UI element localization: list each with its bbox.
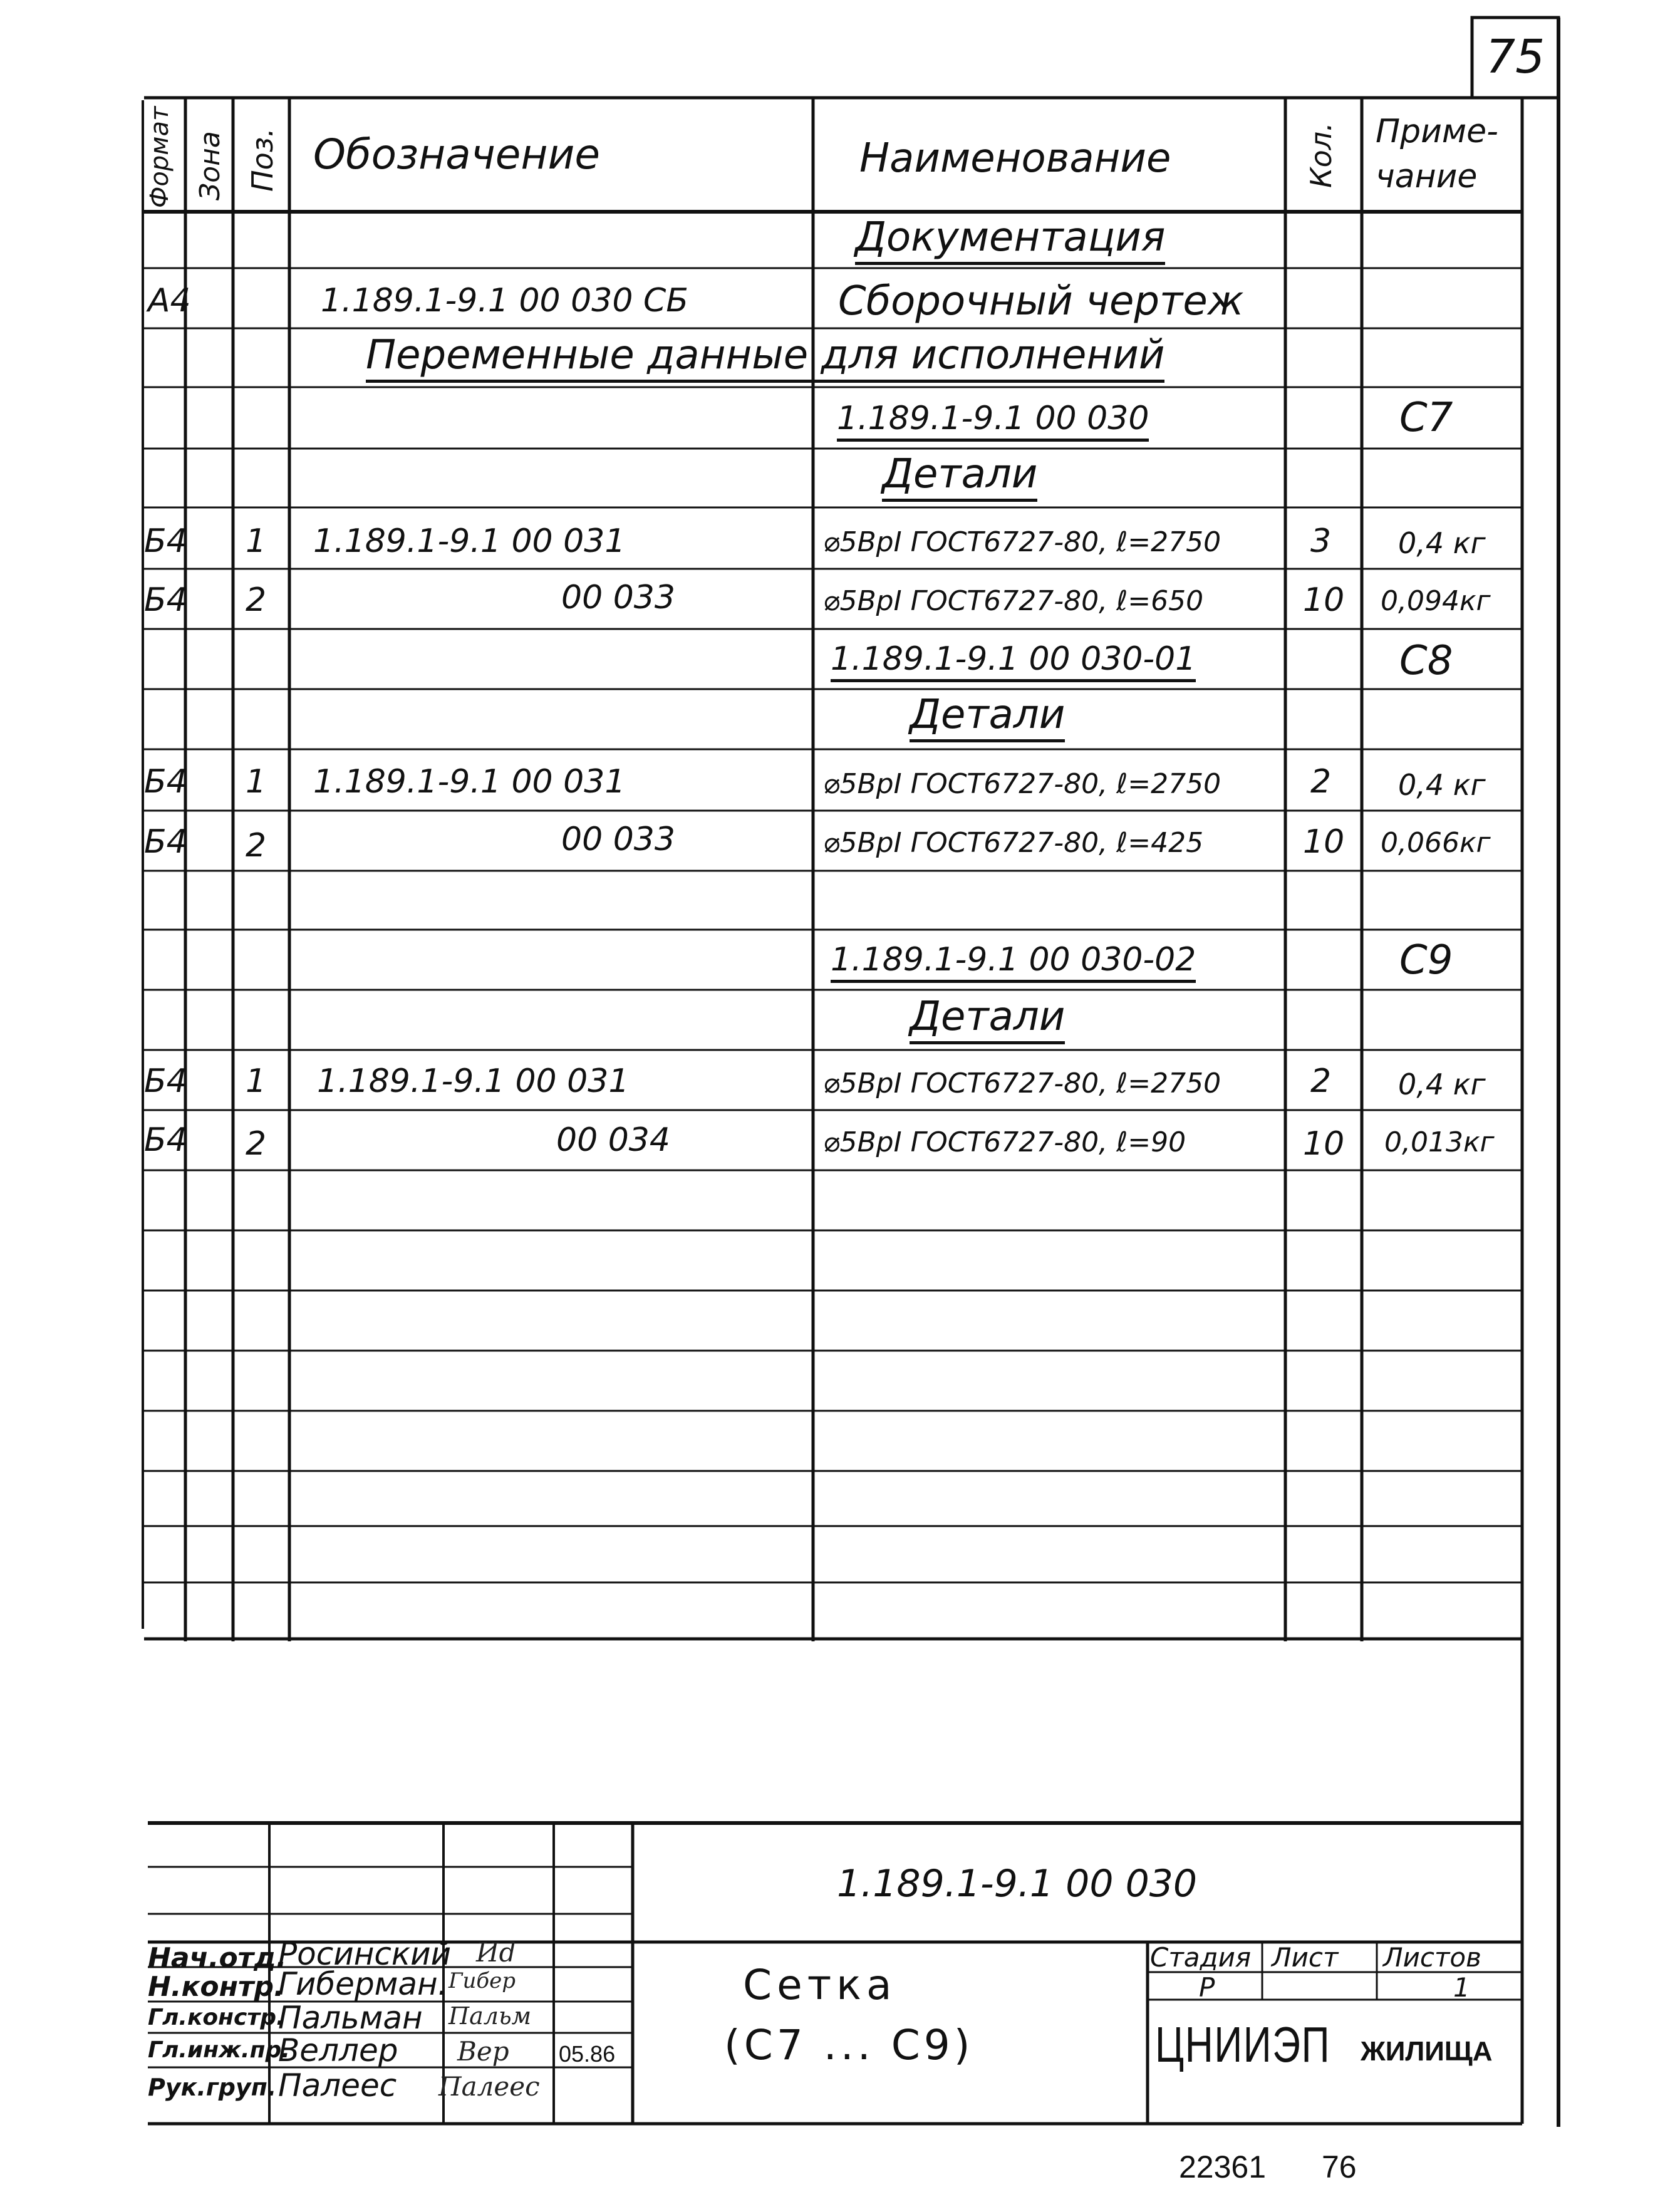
header-designation: Обозначение	[313, 130, 600, 179]
name-2: Гиберман.	[278, 1966, 448, 2002]
page-number: 76	[1322, 2149, 1357, 2184]
v1-p2-name: ⌀5ВрⅠ ГОСТ6727-80, ℓ=650	[823, 585, 1204, 617]
v3-code: 1.189.1-9.1 00 030-02	[831, 941, 1196, 983]
header-pos: Поз.	[246, 128, 279, 192]
sheet-corner-number: 75	[1486, 30, 1545, 84]
v2-p1-pos: 1	[246, 763, 267, 801]
v1-p1-format: Б4	[144, 522, 187, 560]
assembly-format: А4	[148, 282, 191, 319]
signature-1: Иd	[476, 1937, 516, 1968]
header-format: Формат	[145, 106, 174, 208]
v1-p2-pos: 2	[246, 581, 267, 619]
header-qty: Кол.	[1304, 122, 1338, 188]
v3-p2-designation: 00 034	[556, 1121, 670, 1159]
v1-p1-pos: 1	[246, 522, 267, 560]
v2-p2-note: 0,066кг	[1381, 827, 1491, 859]
v1-p1-name: ⌀5ВрⅠ ГОСТ6727-80, ℓ=2750	[823, 526, 1221, 558]
name-4: Веллер	[278, 2032, 398, 2069]
title-line-1: Сетка	[743, 1961, 897, 2009]
v3-p1-name: ⌀5ВрⅠ ГОСТ6727-80, ℓ=2750	[823, 1067, 1221, 1099]
v1-p1-designation: 1.189.1-9.1 00 031	[313, 522, 626, 560]
v2-p1-name: ⌀5ВрⅠ ГОСТ6727-80, ℓ=2750	[823, 768, 1221, 800]
v2-p1-qty: 2	[1310, 763, 1332, 801]
v1-note: С7	[1399, 395, 1453, 441]
sheets-label: Листов	[1383, 1942, 1481, 1973]
role-2: Н.контр.	[148, 1971, 284, 2003]
name-5: Палеес	[278, 2067, 397, 2104]
sheets-value: 1	[1453, 1972, 1470, 2003]
v1-p1-note: 0,4 кг	[1398, 526, 1486, 560]
v3-p1-note: 0,4 кг	[1398, 1067, 1486, 1101]
header-name: Наименование	[859, 135, 1171, 182]
org-sub: ЖИЛИЩА	[1361, 2036, 1493, 2067]
assembly-name: Сборочный чертеж	[838, 278, 1244, 325]
v3-p1-designation: 1.189.1-9.1 00 031	[317, 1062, 630, 1100]
archive-number: 22361	[1179, 2149, 1267, 2184]
v3-p1-format: Б4	[144, 1062, 187, 1100]
title-document-code: 1.189.1-9.1 00 030	[837, 1862, 1198, 1906]
approval-date: 05.86	[559, 2041, 616, 2067]
v3-p1-qty: 2	[1310, 1062, 1332, 1100]
v2-p2-designation: 00 033	[561, 821, 675, 858]
stage-label: Стадия	[1150, 1942, 1252, 1973]
v2-p2-qty: 10	[1303, 823, 1345, 861]
sheet-label: Лист	[1272, 1942, 1339, 1973]
v3-p2-name: ⌀5ВрⅠ ГОСТ6727-80, ℓ=90	[823, 1126, 1186, 1158]
org-name: ЦНИИЭП	[1155, 2017, 1330, 2072]
v2-code: 1.189.1-9.1 00 030-01	[831, 640, 1196, 682]
v2-parts-heading: Детали	[910, 692, 1065, 742]
variable-data-heading: Переменные данные для исполнений	[366, 332, 1164, 383]
assembly-designation: 1.189.1-9.1 00 030 СБ	[321, 282, 688, 319]
v3-p2-format: Б4	[144, 1121, 187, 1159]
v1-p2-note: 0,094кг	[1381, 585, 1491, 617]
signature-5: Палеес	[438, 2071, 540, 2102]
v2-p2-format: Б4	[144, 823, 187, 861]
stage-value: Р	[1199, 1972, 1215, 2003]
role-3: Гл.констр.	[148, 2005, 285, 2030]
role-5: Рук.груп.	[148, 2074, 277, 2101]
v1-p2-designation: 00 033	[561, 579, 675, 616]
v1-p1-qty: 3	[1310, 522, 1332, 560]
v3-note: С9	[1399, 937, 1453, 984]
v2-note: С8	[1399, 638, 1453, 684]
v2-p2-name: ⌀5ВрⅠ ГОСТ6727-80, ℓ=425	[823, 827, 1204, 859]
v3-p2-note: 0,013кг	[1384, 1126, 1495, 1158]
v3-p2-pos: 2	[246, 1125, 267, 1163]
signature-3: Пальм	[449, 2002, 532, 2030]
header-note-line1: Приме-	[1376, 113, 1498, 150]
v3-parts-heading: Детали	[910, 994, 1065, 1044]
role-4: Гл.инж.пр.	[148, 2037, 290, 2063]
v2-p2-pos: 2	[246, 827, 267, 865]
v2-p1-note: 0,4 кг	[1398, 768, 1486, 802]
role-1: Нач.отд.	[148, 1942, 287, 1974]
v1-p2-format: Б4	[144, 581, 187, 619]
v3-p2-qty: 10	[1303, 1125, 1345, 1163]
v3-p1-pos: 1	[246, 1062, 267, 1100]
v1-p2-qty: 10	[1303, 581, 1345, 619]
header-note-line2: чание	[1376, 158, 1478, 195]
v2-p1-format: Б4	[144, 763, 187, 801]
signature-4: Вер	[457, 2036, 509, 2067]
signature-2: Гибер	[449, 1968, 516, 1993]
header-zone: Зона	[194, 131, 226, 200]
name-1: Росинский	[278, 1936, 452, 1972]
v1-code: 1.189.1-9.1 00 030	[837, 400, 1149, 442]
title-line-2: (С7 ... С9)	[724, 2021, 974, 2069]
name-3: Пальман	[278, 2000, 423, 2036]
documentation-heading: Документация	[855, 214, 1165, 265]
v1-parts-heading: Детали	[882, 451, 1037, 502]
v2-p1-designation: 1.189.1-9.1 00 031	[313, 763, 626, 801]
